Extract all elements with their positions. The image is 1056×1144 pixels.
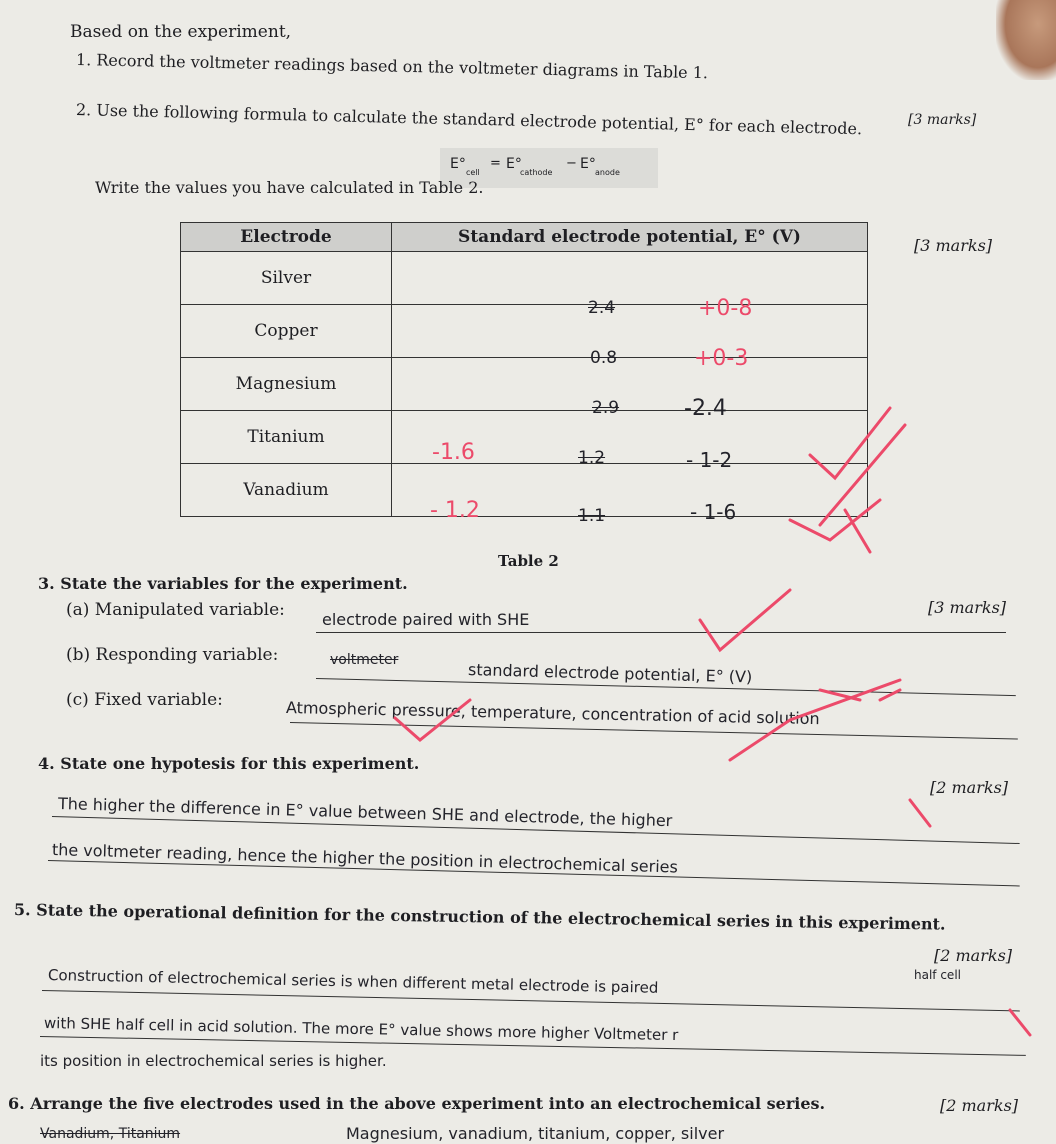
definition-line-1: Construction of electrochemical series is when different metal electrode is paired bbox=[47, 966, 659, 997]
table-caption: Table 2 bbox=[498, 552, 559, 570]
scratch-titanium: -1.6 bbox=[432, 440, 475, 465]
electrode-silver: Silver bbox=[181, 252, 392, 305]
tick-mark bbox=[880, 690, 900, 700]
marks-table: [3 marks] bbox=[914, 236, 993, 255]
marks-q3: [3 marks] bbox=[928, 598, 1007, 617]
question-6: 6. Arrange the five electrodes used in the above experiment into an electrochemical series. bbox=[8, 1094, 826, 1113]
value-copper: +0-3 bbox=[694, 346, 749, 371]
answer-fixed: Atmospheric pressure, temperature, concentration of acid solution bbox=[285, 698, 820, 729]
hypothesis-line-2: the voltmeter reading, hence the higher the position in electrochemical series bbox=[51, 840, 679, 877]
formula-minus: − bbox=[566, 156, 577, 171]
formula-e-anode: E° bbox=[580, 156, 596, 172]
label-manipulated: (a) Manipulated variable: bbox=[66, 600, 285, 620]
tick-mark bbox=[730, 680, 900, 760]
crossed-value-silver: 2.4 bbox=[588, 298, 616, 318]
value-magnesium: -2.4 bbox=[684, 396, 727, 421]
write-values-text: Write the values you have calculated in Table 2. bbox=[95, 178, 484, 197]
crossed-value-magnesium: 2.9 bbox=[592, 398, 620, 418]
answer-responding: standard electrode potential, E° (V) bbox=[467, 660, 753, 687]
question-3: 3. State the variables for the experiment. bbox=[38, 574, 408, 593]
electrode-magnesium: Magnesium bbox=[181, 358, 392, 411]
formula-sub-cell: cell bbox=[466, 168, 480, 177]
formula-e-cathode: E° bbox=[506, 156, 522, 172]
electrode-titanium: Titanium bbox=[181, 411, 392, 464]
value-silver: +0-8 bbox=[698, 296, 753, 321]
value-vanadium: - 1-6 bbox=[690, 500, 737, 524]
question-2: 2. Use the following formula to calculate the standard electrode potential, E° for each electrode. bbox=[75, 100, 863, 139]
tick-mark bbox=[910, 800, 930, 826]
crossed-value-titanium: 1.2 bbox=[578, 448, 606, 468]
tick-mark bbox=[700, 590, 790, 650]
label-responding: (b) Responding variable: bbox=[66, 645, 279, 665]
value-titanium: - 1-2 bbox=[686, 448, 733, 472]
definition-line-2: with SHE half cell in acid solution. The more E° value shows more higher Voltmeter r bbox=[43, 1014, 679, 1045]
marks-q1-q2: [3 marks] bbox=[908, 112, 977, 128]
formula-sub-anode: anode bbox=[595, 168, 620, 177]
struck-q6: Vanadium, Titanium bbox=[40, 1126, 181, 1142]
question-4: 4. State one hypotesis for this experiment. bbox=[38, 754, 420, 773]
formula-e-cell: E° bbox=[450, 156, 466, 172]
tick-mark bbox=[1010, 1010, 1030, 1035]
question-1: 1. Record the voltmeter readings based on the voltmeter diagrams in Table 1. bbox=[75, 50, 709, 83]
answer-manipulated: electrode paired with SHE bbox=[322, 610, 530, 629]
label-fixed: (c) Fixed variable: bbox=[66, 690, 223, 710]
scratch-vanadium: - 1.2 bbox=[430, 498, 480, 523]
answer-q6: Magnesium, vanadium, titanium, copper, silver bbox=[346, 1124, 725, 1143]
crossed-value-copper: 0.8 bbox=[590, 348, 618, 368]
formula-sub-cathode: cathode bbox=[520, 168, 553, 177]
formula-equals: = bbox=[490, 156, 501, 171]
question-5: 5. State the operational definition for the construction of the electrochemical series in this experiment. bbox=[13, 900, 946, 934]
col-header-electrode: Electrode bbox=[181, 223, 392, 252]
intro-text: Based on the experiment, bbox=[70, 22, 292, 42]
marks-q5: [2 marks] bbox=[934, 946, 1013, 965]
marks-q6: [2 marks] bbox=[940, 1096, 1019, 1115]
tick-mark bbox=[810, 408, 890, 478]
tick-mark bbox=[820, 690, 860, 700]
tick-mark bbox=[395, 700, 470, 740]
definition-line-3: its position in electrochemical series is higher. bbox=[40, 1052, 387, 1070]
crossed-value-vanadium: 1.1 bbox=[578, 506, 606, 526]
insert-half-cell: half cell bbox=[914, 968, 961, 982]
col-header-potential: Standard electrode potential, E° (V) bbox=[392, 223, 868, 252]
electrode-copper: Copper bbox=[181, 305, 392, 358]
electrode-vanadium: Vanadium bbox=[181, 464, 392, 517]
struck-responding: voltmeter bbox=[330, 652, 399, 668]
marks-q4: [2 marks] bbox=[930, 778, 1009, 797]
hypothesis-line-1: The higher the difference in E° value between SHE and electrode, the higher bbox=[57, 794, 673, 831]
